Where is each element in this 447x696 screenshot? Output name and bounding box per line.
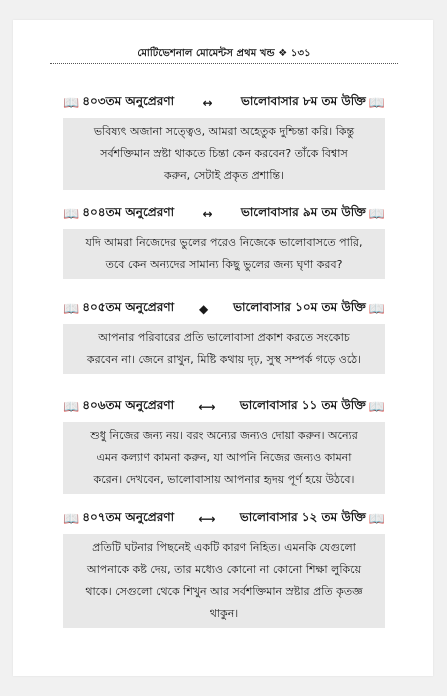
quote-line: তবে কেন অন্যদের সামান্য কিছু ভুলের জন্য ঘৃণা করব? bbox=[105, 258, 343, 271]
quote-line: থাকুন। bbox=[209, 607, 239, 620]
book-icon: 📖 bbox=[63, 206, 80, 222]
quote-line: এমন কল্যাণ কামনা করুন, যা আপনি নিজের জন্যও কামনা bbox=[96, 451, 352, 464]
book-icon: 📖 bbox=[368, 511, 385, 527]
double-arrow-icon: ↔ bbox=[202, 96, 213, 110]
page-header: মোটিভেশনাল মোমেন্টস প্রথম খন্ড ❖ ১৩১ bbox=[137, 48, 311, 59]
quote-line: থাকে। সেগুলো থেকে শিখুন আর সর্বশক্তিমান স্রষ্টার প্রতি কৃতজ্ঞ bbox=[85, 585, 363, 598]
book-icon: 📖 bbox=[368, 95, 385, 111]
quote-text bbox=[63, 534, 385, 628]
quote-block bbox=[63, 398, 385, 494]
book-icon: 📖 bbox=[368, 301, 385, 317]
quote-block bbox=[63, 510, 385, 628]
quote-line: করুন, সেটাই প্রকৃত প্রশান্তি। bbox=[163, 169, 285, 182]
quote-line: যদি আমরা নিজেদের ভুলের পরেও নিজেকে ভালোবাসতে পারি, bbox=[85, 236, 363, 249]
quote-title bbox=[63, 510, 385, 528]
quote-block bbox=[63, 205, 385, 279]
quote-number: ৪০৬তম অনুপ্রেরণা bbox=[82, 398, 175, 412]
quote-label: ভালোবাসার ৯ম তম উক্তি bbox=[240, 205, 366, 219]
quote-label: ভালোবাসার ১০ম তম উক্তি bbox=[233, 300, 366, 314]
quote-title bbox=[63, 205, 385, 223]
quote-text bbox=[63, 229, 385, 279]
header-divider bbox=[50, 63, 398, 64]
quote-line: করেন। দেখবেন, ভালোবাসায় আপনার হৃদয় পূর্ণ হয়ে উঠবে। bbox=[93, 473, 355, 486]
quote-number: ৪০৩তম অনুপ্রেরণা bbox=[82, 94, 175, 108]
quote-line: শুধু নিজের জন্য নয়। বরং অন্যের জন্যও দোয়া করুন। অন্যের bbox=[90, 429, 358, 442]
quote-title bbox=[63, 398, 385, 416]
quote-text bbox=[63, 324, 385, 374]
quote-line: সর্বশক্তিমান স্রষ্টা থাকতে চিন্তা কেন করবেন? তাঁকে বিশ্বাস bbox=[100, 147, 348, 160]
quote-title bbox=[63, 300, 385, 318]
quote-number: ৪০৫তম অনুপ্রেরণা bbox=[82, 300, 175, 314]
book-icon: 📖 bbox=[63, 301, 80, 317]
book-icon: 📖 bbox=[368, 206, 385, 222]
quote-block bbox=[63, 300, 385, 374]
quote-label: ভালোবাসার ৮ম তম উক্তি bbox=[240, 94, 366, 108]
quote-block bbox=[63, 94, 385, 190]
diamond-icon: ◆ bbox=[198, 302, 209, 316]
quote-number: ৪০৪তম অনুপ্রেরণা bbox=[82, 205, 175, 219]
quote-line: করবেন না। জেনে রাখুন, মিষ্টি কথায় দৃঢ়, সুস্থ সম্পর্ক গড়ে ওঠে। bbox=[86, 353, 362, 366]
book-icon: 📖 bbox=[63, 399, 80, 415]
quote-text bbox=[63, 422, 385, 494]
quote-text bbox=[63, 118, 385, 190]
book-icon: 📖 bbox=[63, 511, 80, 527]
long-arrow-icon: ⟷ bbox=[198, 400, 216, 414]
quote-line: ভবিষ্যৎ অজানা সত্ত্বেও, আমরা অহেতুক দুশ্চিন্তা করি। কিন্তু bbox=[93, 125, 355, 138]
long-arrow-icon: ⟷ bbox=[198, 512, 216, 526]
quote-title bbox=[63, 94, 385, 112]
quote-number: ৪০৭তম অনুপ্রেরণা bbox=[82, 510, 175, 524]
quote-label: ভালোবাসার ১২ তম উক্তি bbox=[239, 510, 366, 524]
quote-line: আপনাকে কষ্ট দেয়, তার মধ্যেও কোনো না কোনো শিক্ষা লুকিয়ে bbox=[86, 563, 362, 576]
book-icon: 📖 bbox=[368, 399, 385, 415]
quote-line: আপনার পরিবারের প্রতি ভালোবাসা প্রকাশ করতে সংকোচ bbox=[98, 331, 350, 344]
quote-label: ভালোবাসার ১১ তম উক্তি bbox=[239, 398, 366, 412]
quote-line: প্রতিটি ঘটনার পিছনেই একটি কারণ নিহিত। এমনকি যেগুলো bbox=[92, 541, 356, 554]
double-arrow-icon: ↔ bbox=[202, 207, 213, 221]
book-icon: 📖 bbox=[63, 95, 80, 111]
